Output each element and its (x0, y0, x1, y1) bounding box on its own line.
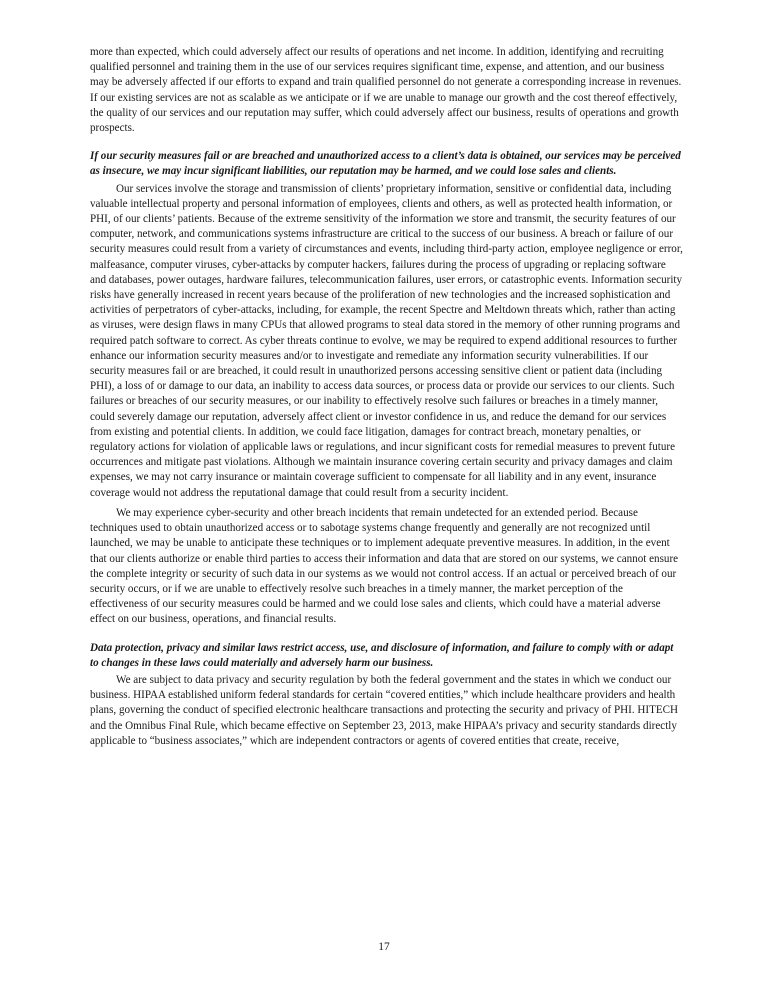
section-heading-security: If our security measures fail or are breached and unauthorized access to a client’s data is obtained, our services may be perceived as insecure, we may incur significant liabilities, our reputation may be harmed, and we could lose sales and clients. (90, 150, 681, 178)
page-number: 17 (378, 941, 390, 953)
body-paragraph-privacy-1: We are subject to data privacy and security regulation by both the federal government and the states in which we conduct our business. HIPAA established uniform federal standards for certain “covered entities,” which include healthcare providers and health plans, governing the conduct of specified electronic healthcare transactions and protecting the security and privacy of PHI. HITECH and the Omnibus Final Rule, which became effective on September 23, 2013, make HIPAA’s privacy and security standards directly applicable to “business associates,” which are independent contractors or agents of covered entities that create, receive, (90, 673, 679, 747)
body-paragraph-security-1: Our services involve the storage and transmission of clients’ proprietary information, sensitive or confidential data, including valuable intellectual property and personal information of employees, clients and others, as well as protected health information, or PHI, of our clients’ patients. Because of the extreme sensitivity of the information we store and transmit, the security features of our computer, network, and communications systems infrastructure are critical to the success of our business. A breach or failure of our security measures could result from a variety of circumstances and events, including third-party action, employee negligence or error, malfeasance, computer viruses, cyber-attacks by computer hackers, failures during the process of upgrading or replacing software and databases, power outages, hardware failures, telecommunication failures, user errors, or catastrophic events. Information security risks have generally increased in recent years because of the proliferation of new technologies and the increased sophistication and activities of perpetrators of cyber-attacks, including, for example, the recent Spectre and Meltdown threats which, rather than acting as viruses, were design flaws in many CPUs that allowed programs to steal data stored in the memory of other running programs and required patch software to correct. As cyber threats continue to evolve, we may be required to expend additional resources to further enhance our information security measures and/or to investigate and remediate any information security vulnerabilities. If our security measures fail or are breached, it could result in unauthorized persons accessing sensitive client or patient data (including PHI), a loss of or damage to our data, an inability to access data sources, or process data or provide our services to our clients. Such failures or breaches of our security measures, or our inability to effectively resolve such failures or breaches in a timely manner, could severely damage our reputation, adversely affect client or investor confidence in us, and reduce the demand for our services from existing and potential clients. In addition, we could face litigation, damages for contract breach, monetary penalties, or regulatory actions for violation of applicable laws or regulations, and incur significant costs for remedial measures to prevent future occurrences and mitigate past violations. Although we maintain insurance covering certain security and privacy damages and claim expenses, we may not carry insurance or maintain coverage sufficient to compensate for all liability and in any event, insurance coverage would not address the reputational damage that could result from a security incident. (90, 182, 683, 499)
document-page (90, 45, 683, 749)
section-heading-privacy: Data protection, privacy and similar laws restrict access, use, and disclosure of information, and failure to comply with or adapt to changes in these laws could materially and adversely harm our business. (90, 641, 674, 669)
body-paragraph-security-2: We may experience cyber-security and other breach incidents that remain undetected for an extended period. Because techniques used to obtain unauthorized access or to sabotage systems change frequently and generally are not recognized until launched, we may be unable to anticipate these techniques or to implement adequate preventive measures. In addition, in the event that our clients authorize or enable third parties to access their information and data that are stored on our systems, we cannot ensure the complete integrity or security of such data in our systems as we would not control access. If an actual or perceived breach of our security occurs, or if we are unable to effectively resolve such breaches in a timely manner, the market perception of the effectiveness of our security measures could be harmed and we could lose sales and clients, which could have a material adverse effect on our business, operations, and financial results. (90, 506, 679, 626)
body-paragraph-continued: more than expected, which could adversely affect our results of operations and net income. In addition, identifying and recruiting qualified personnel and training them in the use of our services requires significant time, expense, and attention, and our business may be adversely affected if our efforts to expand and train qualified personnel do not generate a corresponding increase in revenues. If our existing services are not as scalable as we anticipate or if we are unable to manage our growth and the cost thereof effectively, the quality of our services and our reputation may suffer, which could adversely affect our business, results of operations and growth prospects. (90, 46, 682, 135)
